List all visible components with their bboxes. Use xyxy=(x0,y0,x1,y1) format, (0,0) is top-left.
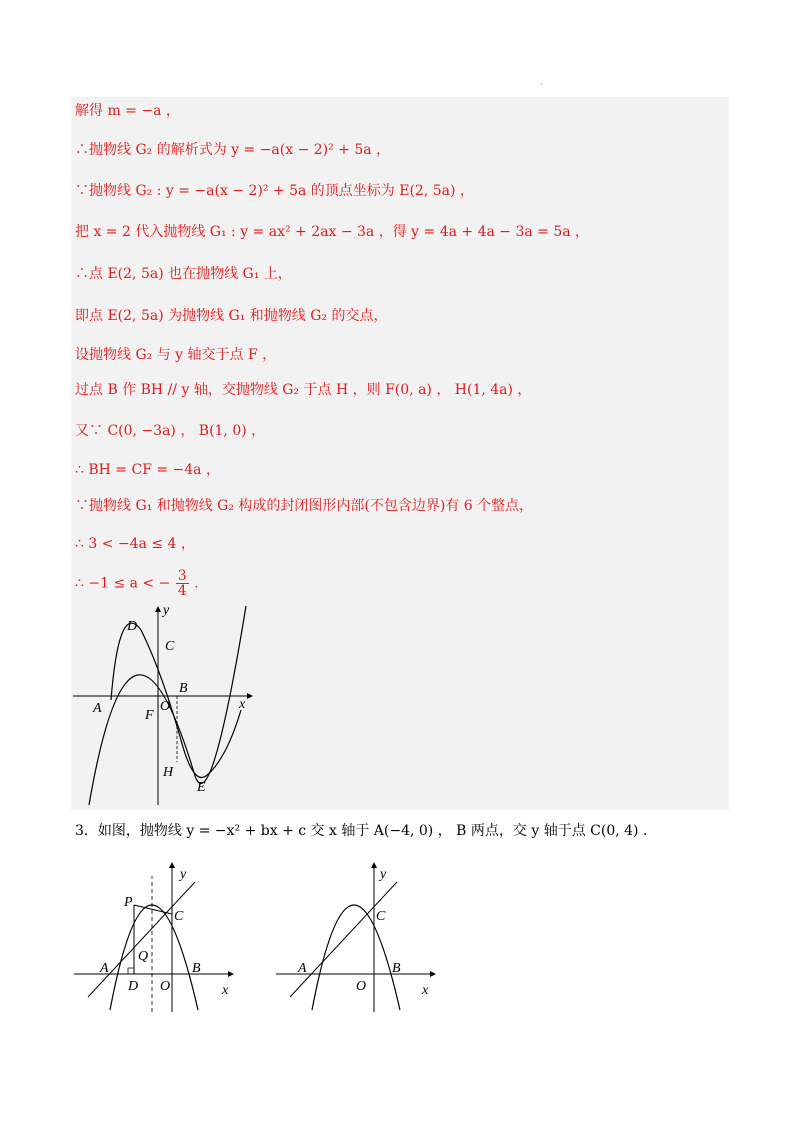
solution-line-13 xyxy=(75,569,199,598)
label-o: O xyxy=(160,979,171,994)
label-b: B xyxy=(392,961,401,976)
solution-line-9: 又∵ C(0, −3a) ， B(1, 0) ， xyxy=(75,423,266,439)
label-d: D xyxy=(127,619,138,634)
label-o: O xyxy=(160,699,171,714)
label-c: C xyxy=(165,639,175,654)
solution-line-12: ∴ 3 < −4a ≤ 4 ， xyxy=(75,536,195,552)
label-h: H xyxy=(163,765,174,780)
solution-line-1: 解得 m = −a ， xyxy=(75,103,180,119)
problem-figure-right xyxy=(272,860,447,1015)
label-y: y xyxy=(380,867,387,882)
label-f: F xyxy=(145,708,154,723)
inequality-end: . xyxy=(194,575,199,592)
solution-line-3: ∵抛物线 G₂ : y = −a(x − 2)² + 5a 的顶点坐标为 E(2, 5a) ， xyxy=(75,183,474,199)
solution-line-4: 把 x = 2 代入抛物线 G₁ : y = ax² + 2ax − 3a ，得 y = 4a + 4a − 3a = 5a ， xyxy=(75,224,590,240)
label-y: y xyxy=(180,867,187,882)
label-b: B xyxy=(192,961,201,976)
parabola xyxy=(312,905,400,1010)
solution-line-2: ∴抛物线 G₂ 的解析式为 y = −a(x − 2)² + 5a ， xyxy=(75,142,391,158)
parabola-g2 xyxy=(111,623,241,777)
solution-line-11: ∵抛物线 G₁ 和抛物线 G₂ 构成的封闭图形内部(不包含边界)有 6 个整点， xyxy=(75,498,534,514)
inequality-text: ∴ −1 ≤ a < − xyxy=(75,575,171,592)
line-ac xyxy=(290,882,397,997)
fraction-denominator: 4 xyxy=(177,583,187,599)
label-d: D xyxy=(128,979,139,994)
solution-line-8: 过点 B 作 BH // y 轴，交抛物线 G₂ 于点 H ，则 F(0, a) ， H(1, 4a) ， xyxy=(75,382,532,398)
page-mark: · xyxy=(540,80,543,89)
solution-line-7: 设抛物线 G₂ 与 y 轴交于点 F ， xyxy=(75,347,277,363)
label-a: A xyxy=(93,701,102,716)
label-b: B xyxy=(179,681,188,696)
label-p: P xyxy=(124,895,133,910)
label-x: x xyxy=(422,983,429,998)
y-axis-arrow xyxy=(169,862,175,868)
x-axis-arrow xyxy=(430,971,436,977)
label-a: A xyxy=(298,961,307,976)
label-c: C xyxy=(376,909,386,924)
fraction-numerator: 3 xyxy=(177,568,187,584)
solution-line-5: ∴点 E(2, 5a) 也在抛物线 G₁ 上， xyxy=(75,266,292,282)
fraction xyxy=(176,569,189,598)
problem-figure-left xyxy=(70,860,245,1015)
y-axis-arrow xyxy=(371,862,377,868)
x-axis-arrow xyxy=(247,693,253,699)
solution-line-6: 即点 E(2, 5a) 为抛物线 G₁ 和抛物线 G₂ 的交点， xyxy=(75,308,388,324)
y-axis-arrow xyxy=(155,606,161,612)
solution-line-10: ∴ BH = CF = −4a ， xyxy=(75,462,220,478)
label-x: x xyxy=(239,697,246,712)
parabola xyxy=(110,905,198,1010)
label-o: O xyxy=(356,979,367,994)
label-y: y xyxy=(163,603,170,618)
problem-statement: 3．如图，抛物线 y = −x² + bx + c 交 x 轴于 A(−4, 0) ， B 两点，交 y 轴于点 C(0, 4) . xyxy=(75,823,648,839)
label-a: A xyxy=(100,961,109,976)
label-x: x xyxy=(222,983,229,998)
x-axis-arrow xyxy=(228,971,234,977)
right-angle-mark xyxy=(128,968,134,974)
solution-figure xyxy=(71,600,261,810)
label-e: E xyxy=(197,780,206,795)
label-q: Q xyxy=(138,949,149,964)
label-c: C xyxy=(174,909,184,924)
line-ac xyxy=(88,882,195,997)
